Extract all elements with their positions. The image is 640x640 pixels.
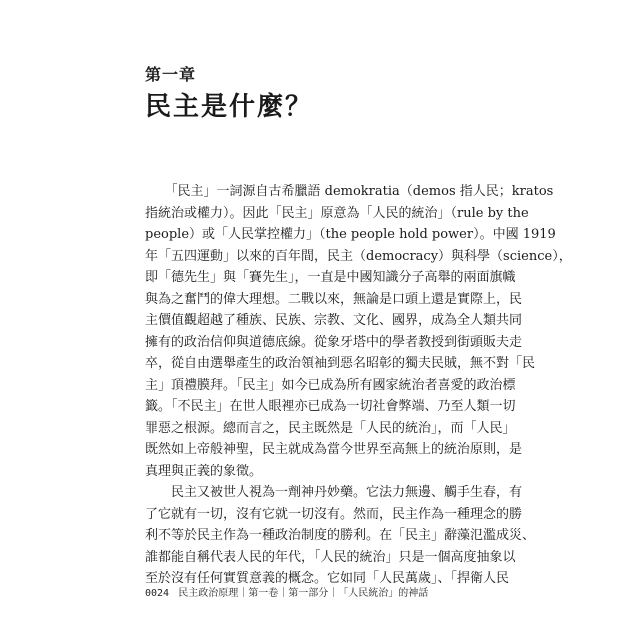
text-line: 「民主」一詞源自古希臘語 demokratia（demos 指人民；kratos: [145, 184, 554, 199]
text-line: 真理與正義的象徵。: [145, 463, 263, 479]
text-line: 既然如上帝般神聖，民主就成為當今世界至高無上的統治原則，是: [145, 442, 523, 457]
page-number: 0024: [145, 588, 170, 599]
text-line: 主」頂禮膜拜。「民主」如今已成為所有國家統治者喜愛的政治標: [145, 377, 516, 393]
text-line: 指統治或權力）。因此「民主」原意為「人民的統治」（rule by the: [145, 205, 529, 221]
text-line: 主價值觀超越了種族、民族、宗教、文化、國界，成為全人類共同: [145, 313, 523, 328]
chapter-label: 第一章: [145, 65, 197, 84]
paragraph-1: [145, 181, 572, 482]
text-line: people）或「人民掌控權力」（the people hold power）。中國 1919: [145, 227, 556, 242]
text-line: 至於沒有任何實質意義的概念。它如同「人民萬歲」、「捍衛人民: [145, 571, 510, 586]
page-footer: [145, 584, 495, 599]
text-line: 即「德先生」與「賽先生」，一直是中國知識分子高舉的兩面旗幟: [145, 270, 516, 285]
text-line: 與為之奮鬥的偉大理想。二戰以來，無論是口頭上還是實際上，民: [145, 291, 523, 307]
text-line: 擁有的政治信仰與道德底線。從象牙塔中的學者教授到街頭販夫走: [145, 334, 523, 350]
text-line: 籤。「不民主」在世人眼裡亦已成為一切社會弊端、乃至人類一切: [145, 399, 516, 414]
chapter-title: 民主是什麼？: [145, 92, 314, 122]
text-line: 利不等於民主作為一種政治制度的勝利。在「民主」辭藻氾濫成災、: [145, 528, 536, 543]
paragraph-2: [145, 482, 536, 590]
text-line: 年「五四運動」以來的百年間，民主（democracy）與科學（science），: [145, 248, 572, 264]
running-head: 民主政治原理｜第一卷｜第一部分｜「人民統治」的神話: [178, 588, 429, 599]
text-line: 罪惡之根源。總而言之，民主既然是「人民的統治」，而「人民」: [145, 420, 516, 436]
text-line: 了它就有一切，沒有它就一切沒有。然而，民主作為一種理念的勝: [145, 506, 523, 522]
text-line: 卒，從自由選舉產生的政治領袖到惡名昭彰的獨夫民賊，無不對「民: [145, 356, 536, 371]
body-text: [145, 181, 572, 590]
text-line: 民主又被世人視為一劑神丹妙藥。它法力無邊、觸手生春，有: [145, 485, 523, 500]
text-line: 誰都能自稱代表人民的年代，「人民的統治」只是一個高度抽象以: [145, 549, 516, 565]
